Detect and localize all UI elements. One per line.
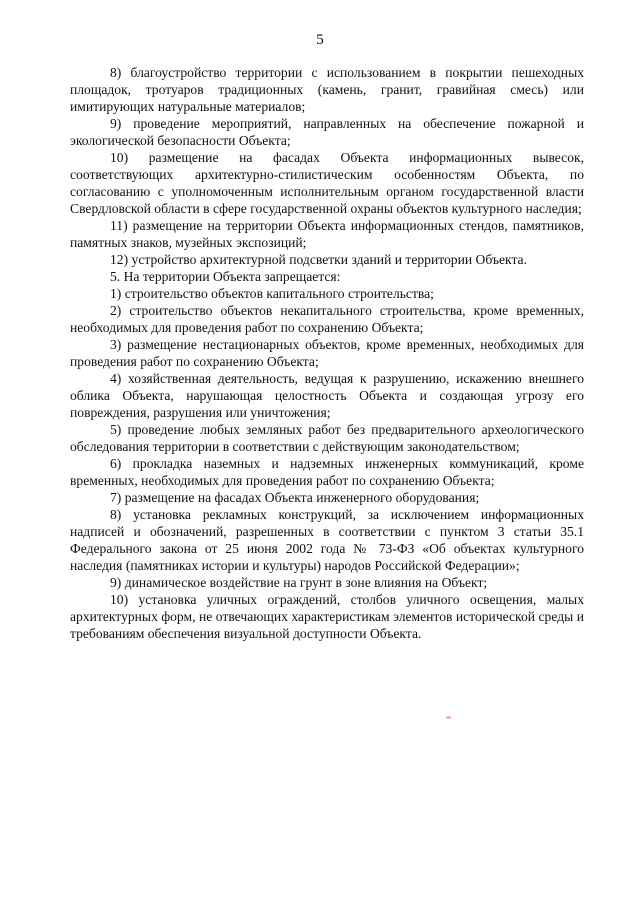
section-5-heading: 5. На территории Объекта запрещается: [110,269,341,284]
paragraph-item-8-landscaping: 8) благоустройство территории с использованием в покрытии пешеходных площадок, тротуаров традиционных (камень, гранит, гравийная смесь) или имитирующих натуральные материалов; [70,65,584,114]
prohibition-item-2: 2) строительство объектов некапитального строительства, кроме временных, необходимых для проведения работ по сохранению Объекта; [70,303,584,335]
prohibition-item-1: 1) строительство объектов капитального строительства; [110,286,434,301]
paragraph-item-10-signage: 10) размещение на фасадах Объекта информационных вывесок, соответствующих архитектурно-стилистическим особенностям Объекта, по согласованию с уполномоченным исполнительным органом государственной власти Свердловской области в сфере государственной охраны объектов культурного наследия; [70,150,584,216]
paragraph-item-9-fire-safety: 9) проведение мероприятий, направленных на обеспечение пожарной и экологической безопасности Объекта; [70,116,584,148]
prohibition-item-4: 4) хозяйственная деятельность, ведущая к разрушению, искажению внешнего облика Объекта, нарушающая целостность Объекта и создающая угрозу его повреждения, разрушения или уничтожения; [70,371,584,420]
page-number: 5 [316,32,324,48]
prohibition-item-10: 10) установка уличных ограждений, столбов уличного освещения, малых архитектурных форм, не отвечающих характеристикам элементов исторической среды и требованиям обеспечения визуальной доступности Объекта. [70,592,584,641]
prohibition-item-6: 6) прокладка наземных и надземных инженерных коммуникаций, кроме временных, необходимых для проведения работ по сохранению Объекта; [70,456,584,488]
paragraph-item-11-stands: 11) размещение на территории Объекта информационных стендов, памятников, памятных знаков, музейных экспозиций; [70,218,584,250]
paragraph-item-12-lighting: 12) устройство архитектурной подсветки зданий и территории Объекта. [110,252,527,267]
prohibition-item-9: 9) динамическое воздействие на грунт в зоне влияния на Объект; [110,575,488,590]
document-body [70,64,584,642]
scan-mark [446,716,451,719]
prohibition-item-5: 5) проведение любых земляных работ без предварительного археологического обследования территории в соответствии с действующим законодательством; [70,422,584,454]
prohibition-item-8: 8) установка рекламных конструкций, за исключением информационных надписей и обозначений, разрешенных в соответствии с пунктом 3 статьи 35.1 Федерального закона от 25 июня 2002 года № 73-ФЗ «Об объектах культурного наследия (памятниках истории и культуры) народов Российской Федерации»; [70,507,584,573]
prohibition-item-7: 7) размещение на фасадах Объекта инженерного оборудования; [110,490,480,505]
prohibition-item-3: 3) размещение нестационарных объектов, кроме временных, необходимых для проведения работ по сохранению Объекта; [70,337,584,369]
